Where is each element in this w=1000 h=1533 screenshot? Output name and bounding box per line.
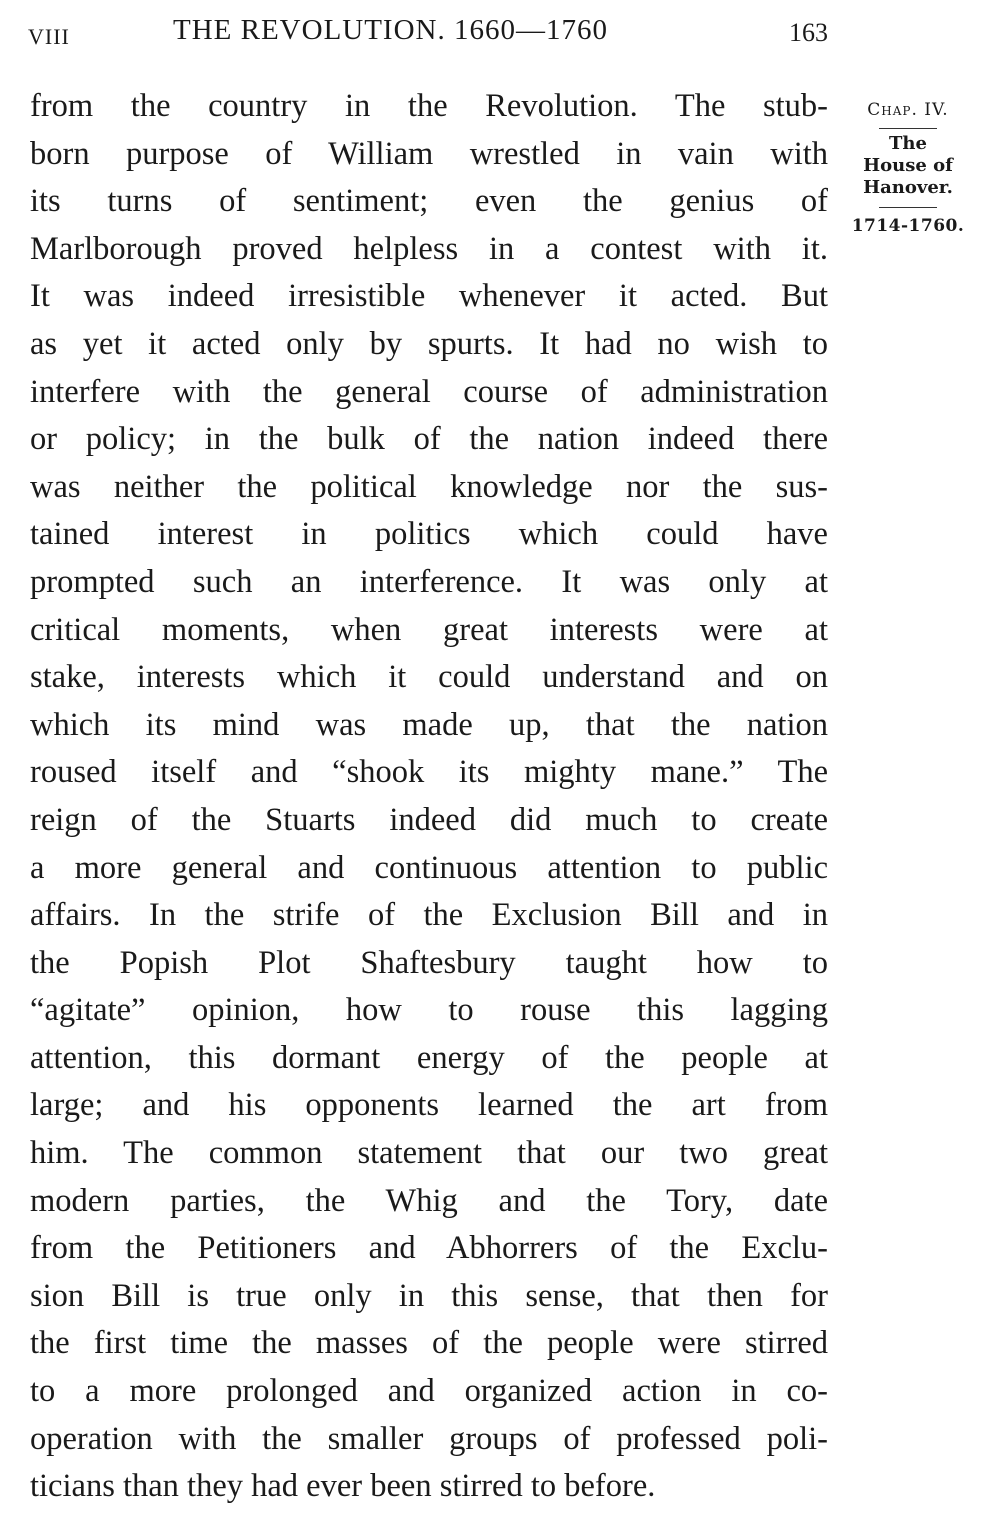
text-line: attention, this dormant energy of the people at xyxy=(30,1039,828,1076)
text-line: as yet it acted only by spurts. It had no wish to xyxy=(30,325,828,362)
text-line: was neither the political knowledge nor the sus- xyxy=(30,468,828,505)
margin-rule xyxy=(879,128,937,129)
body-text xyxy=(30,83,828,1511)
text-line: prompted such an interference. It was only at xyxy=(30,563,828,600)
text-line: large; and his opponents learned the art from xyxy=(30,1087,828,1124)
running-head xyxy=(28,14,828,54)
text-line: the first time the masses of the people were stirred xyxy=(30,1325,828,1362)
text-line: a more general and continuous attention to public xyxy=(30,849,828,886)
text-line: roused itself and “shook its mighty mane.” The xyxy=(30,754,828,791)
text-line: Marlborough proved helpless in a contest with it. xyxy=(30,230,828,267)
text-line: affairs. In the strife of the Exclusion Bill and in xyxy=(30,897,828,934)
text-line: modern parties, the Whig and the Tory, date xyxy=(30,1182,828,1219)
text-line: or policy; in the bulk of the nation indeed there xyxy=(30,421,828,458)
text-line: to a more prolonged and organized action in co- xyxy=(30,1373,828,1410)
running-title: THE REVOLUTION. 1660—1760 xyxy=(173,14,608,46)
margin-subject-line: Hanover. xyxy=(863,177,953,198)
text-line: interfere with the general course of administration xyxy=(30,373,828,410)
chapter-numeral: VIII xyxy=(28,24,70,49)
text-line: from the Petitioners and Abhorrers of the Exclu- xyxy=(30,1230,828,1267)
text-line: sion Bill is true only in this sense, that then for xyxy=(30,1277,828,1314)
text-line: reign of the Stuarts indeed did much to create xyxy=(30,801,828,838)
text-line: “agitate” opinion, how to rouse this lagging xyxy=(30,992,828,1029)
page-number: 163 xyxy=(789,18,828,47)
text-line: the Popish Plot Shaftesbury taught how to xyxy=(30,944,828,981)
text-line: him. The common statement that our two great xyxy=(30,1135,828,1172)
text-line: ticians than they had ever been stirred to before. xyxy=(30,1468,656,1505)
text-line: which its mind was made up, that the nation xyxy=(30,706,828,743)
text-line: stake, interests which it could understand and on xyxy=(30,659,828,696)
margin-subject xyxy=(848,133,968,199)
text-line: tained interest in politics which could have xyxy=(30,516,828,553)
text-line: critical moments, when great interests were at xyxy=(30,611,828,648)
text-line: from the country in the Revolution. The stub- xyxy=(30,88,828,124)
margin-rule xyxy=(879,207,937,208)
text-line: operation with the smaller groups of professed poli- xyxy=(30,1420,828,1457)
margin-note xyxy=(848,100,968,236)
text-line: It was indeed irresistible whenever it acted. But xyxy=(30,278,828,315)
margin-subject-line: House of xyxy=(863,155,953,176)
text-line: born purpose of William wrestled in vain with xyxy=(30,135,828,172)
margin-subject-line: The xyxy=(889,133,927,154)
margin-dates: 1714-1760. xyxy=(851,216,965,236)
text-line: its turns of sentiment; even the genius of xyxy=(30,183,828,220)
margin-chapter: Chap. IV. xyxy=(867,100,949,120)
